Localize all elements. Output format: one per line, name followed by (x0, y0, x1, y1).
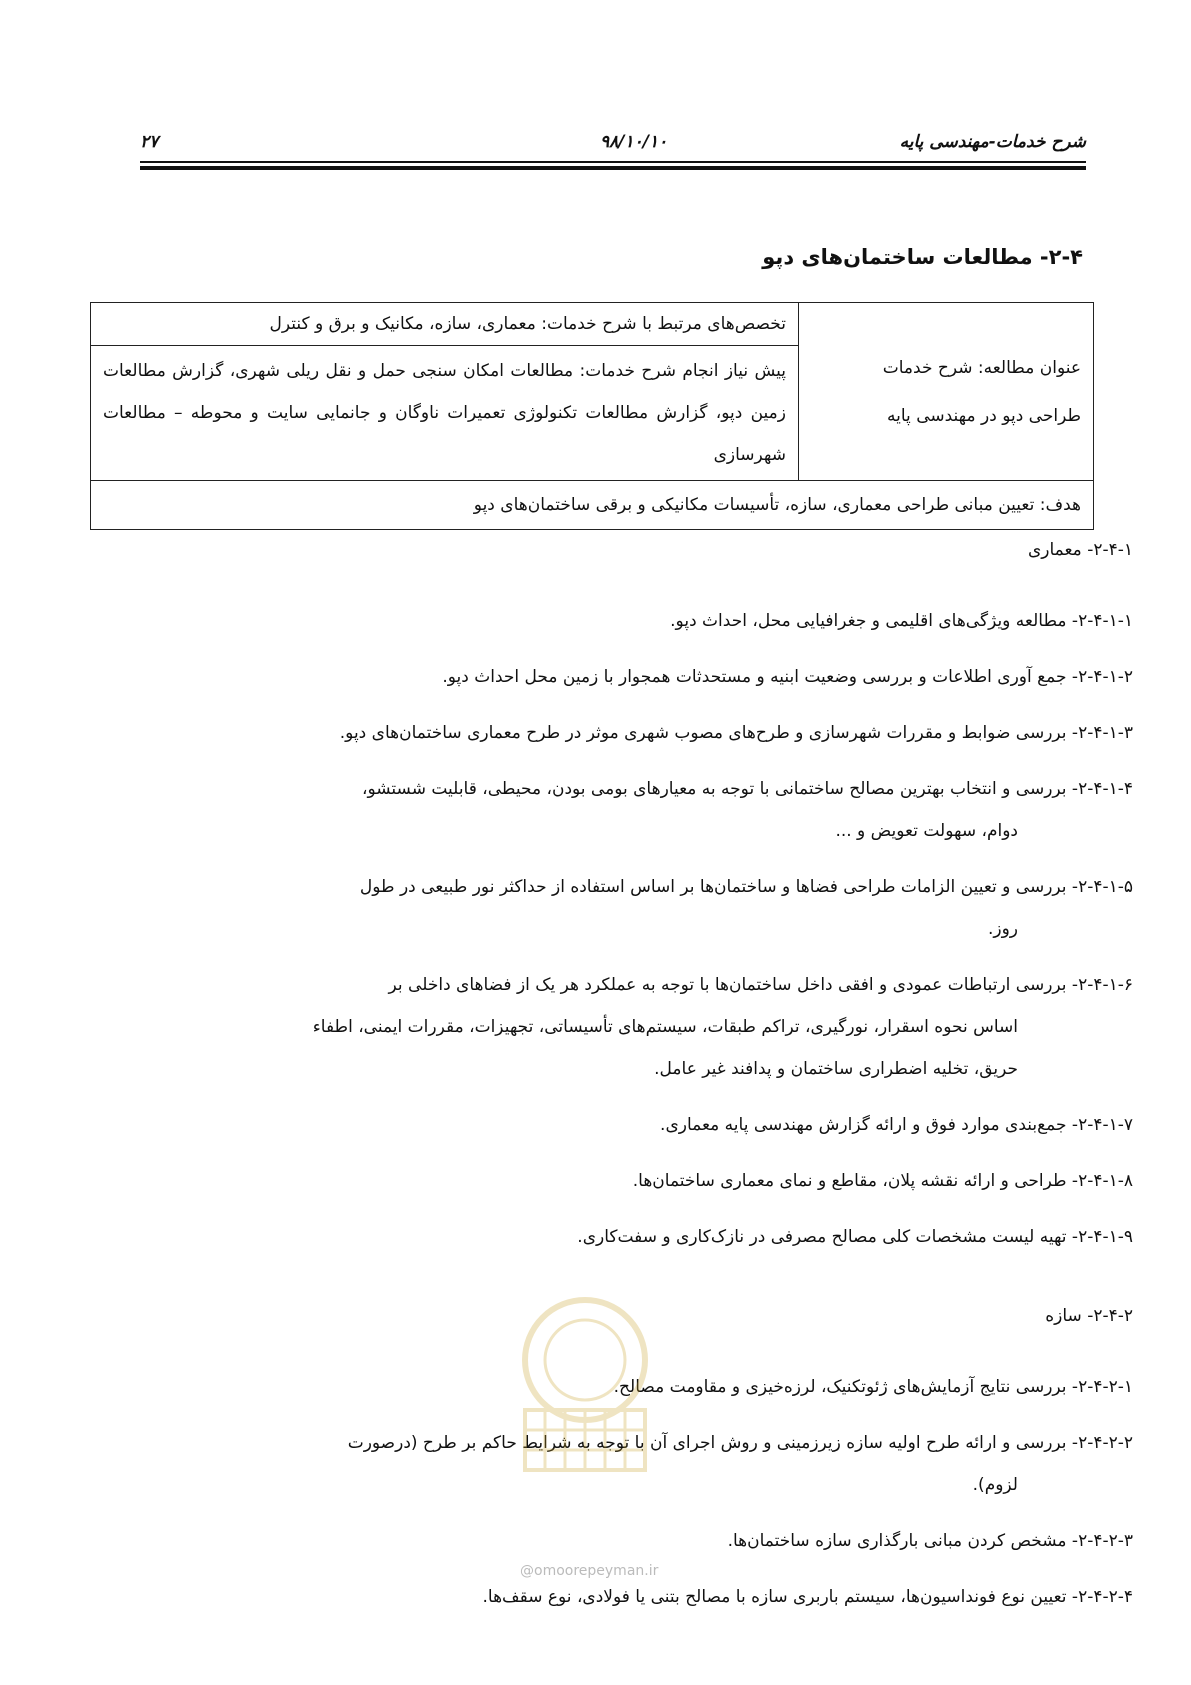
prerequisites-cell: پیش نیاز انجام شرح خدمات: مطالعات امکان سنجی حمل و نقل ریلی شهری، گزارش مطالعات زمین دپو، گزارش مطالعات تکنولوژی تعمیرات ناوگان و جانمایی سایت و محوطه – مطالعات شهرسازی (91, 346, 799, 481)
section-title: ۲-۴- مطالعات ساختمان‌های دپو (762, 245, 1083, 269)
list-item: ۲-۴-۲-۱- بررسی نتایج آزمایش‌های ژئوتکنیک، لرزه‌خیزی و مقاومت مصالح. (613, 1377, 1133, 1397)
list-item: ۲-۴-۱-۶- بررسی ارتباطات عمودی و افقی داخل ساختمان‌ها با توجه به عملکرد هر یک از فضاهای داخلی بر اساس نحوه اسقرار، نورگیری، تراکم طبقات، سیستم‌های تأسیساتی، تجهیزات، مقررات ایمنی، اطفاء حریق، تخلیه اضطراری ساختمان و پدافند غیر عامل. (178, 964, 1133, 1090)
architecture-heading: ۲-۴-۱- معماری (1027, 540, 1133, 560)
page-header (140, 128, 1086, 158)
watermark-url: @omoorepeyman.ir (520, 1563, 659, 1579)
list-item: ۲-۴-۱-۴- بررسی و انتخاب بهترین مصالح ساختمانی با توجه به معیارهای بومی بودن، محیطی، قابلیت شستشو، دوام، سهولت تعویض و ... (178, 768, 1133, 852)
study-title-cell (799, 303, 1094, 481)
watermark-logo-icon (505, 1290, 665, 1480)
list-item: ۲-۴-۲-۲- بررسی و ارائه طرح اولیه سازه زیرزمینی و روش اجرای آن با توجه به شرایط حاکم بر طرح (درصورت لزوم). (178, 1422, 1133, 1506)
page-number: ۲۷ (140, 132, 159, 152)
list-item: ۲-۴-۱-۹- تهیه لیست مشخصات کلی مصالح مصرفی در نازک‌کاری و سفت‌کاری. (577, 1227, 1133, 1247)
header-title: شرح خدمات-مهندسی پایه (899, 132, 1086, 152)
list-item-continuation: لزوم). (972, 1475, 1018, 1495)
list-item: ۲-۴-۲-۳- مشخص کردن مبانی بارگذاری سازه ساختمان‌ها. (727, 1531, 1133, 1551)
list-item-continuation: حریق، تخلیه اضطراری ساختمان و پدافند غیر عامل. (654, 1059, 1018, 1079)
list-item: ۲-۴-۱-۵- بررسی و تعیین الزامات طراحی فضاها و ساختمان‌ها بر اساس استفاده از حداکثر نور طبیعی در طول روز. (178, 866, 1133, 950)
list-item-continuation: دوام، سهولت تعویض و ... (835, 821, 1018, 841)
goal-cell: هدف: تعیین مبانی طراحی معماری، سازه، تأسیسات مکانیکی و برقی ساختمان‌های دپو (91, 481, 1094, 530)
list-item-continuation: اساس نحوه اسقرار، نورگیری، تراکم طبقات، سیستم‌های تأسیساتی، تجهیزات، مقررات ایمنی، اطفاء (312, 1017, 1018, 1037)
list-item: ۲-۴-۱-۱- مطالعه ویژگی‌های اقلیمی و جغرافیایی محل، احداث دپو. (670, 611, 1133, 631)
list-item: ۲-۴-۱-۳- بررسی ضوابط و مقررات شهرسازی و طرح‌های مصوب شهری موثر در طرح معماری ساختمان‌های دپو. (339, 723, 1133, 743)
header-rule-thin (140, 161, 1086, 163)
list-item-continuation: روز. (987, 919, 1018, 939)
list-item: ۲-۴-۱-۲- جمع آوری اطلاعات و بررسی وضعیت ابنیه و مستحدثات همجوار با زمین محل احداث دپو. (442, 667, 1133, 687)
list-item: ۲-۴-۱-۸- طراحی و ارائه نقشه پلان، مقاطع و نمای معماری ساختمان‌ها. (632, 1171, 1133, 1191)
header-date: ۹۸/۱۰/۱۰ (600, 132, 668, 152)
study-title-line-2: طراحی دپو در مهندسی پایه (887, 405, 1081, 426)
structure-heading: ۲-۴-۲- سازه (1045, 1306, 1133, 1326)
list-item: ۲-۴-۲-۴- تعیین نوع فونداسیون‌ها، سیستم باربری سازه با مصالح بتنی یا فولادی، نوع سقف‌ها. (482, 1587, 1133, 1607)
specialties-cell: تخصص‌های مرتبط با شرح خدمات: معماری، سازه، مکانیک و برق و کنترل (91, 303, 799, 346)
info-table (90, 302, 1094, 530)
list-item: ۲-۴-۱-۷- جمع‌بندی موارد فوق و ارائه گزارش مهندسی پایه معماری. (660, 1115, 1133, 1135)
header-rule-thick (140, 166, 1086, 170)
study-title-line-1: عنوان مطالعه: شرح خدمات (882, 357, 1081, 378)
